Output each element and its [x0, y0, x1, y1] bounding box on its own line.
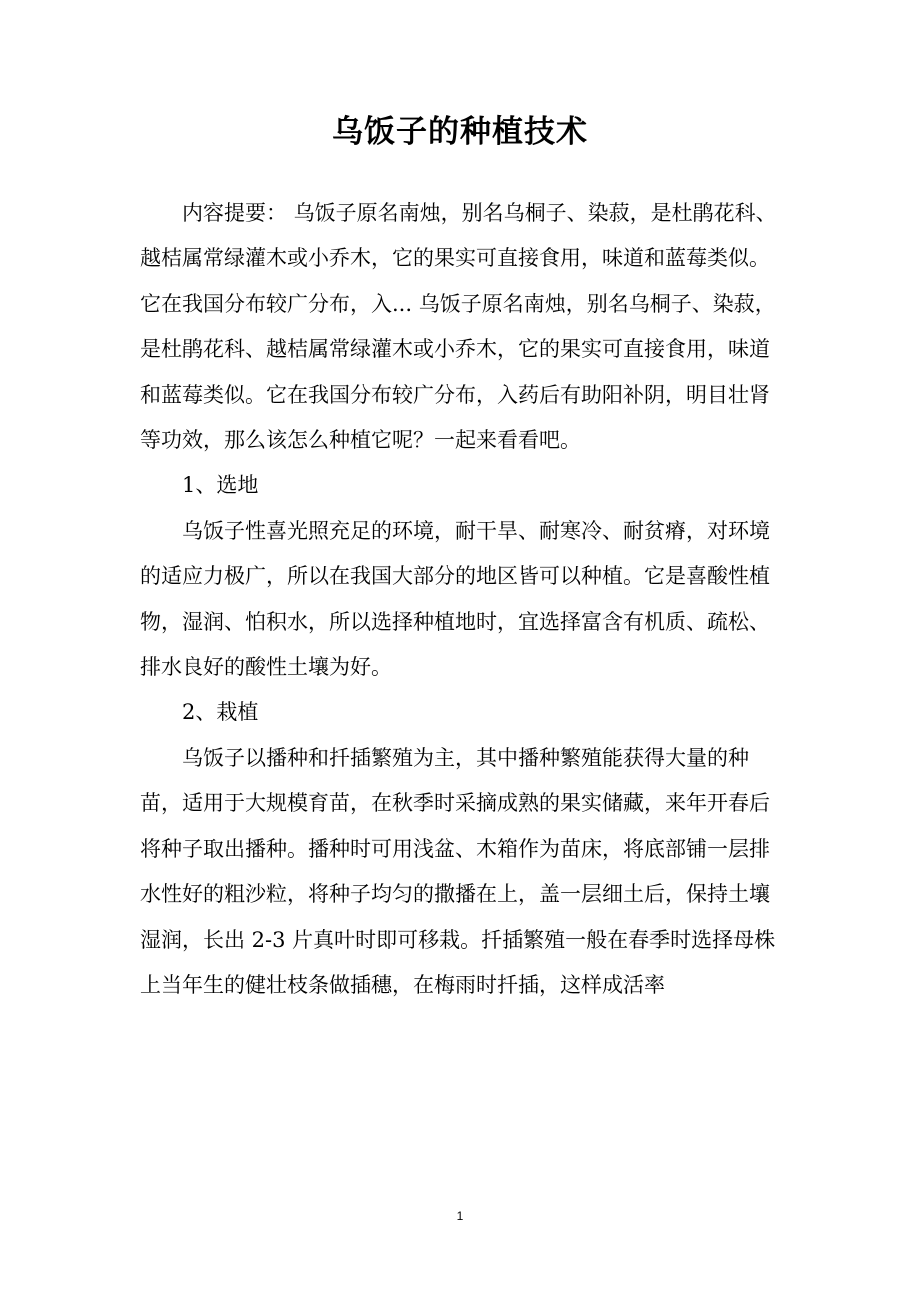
section-heading-site-selection: 1、选地 — [182, 473, 259, 498]
paragraph-site-selection: 乌饭子性喜光照充足的环境，耐干旱、耐寒冷、耐贫瘠，对环境的适应力极广，所以在我国大部分的地区皆可以种植。它是喜酸性植物，湿润、怕积水，所以选择种植地时，宜选择富含有机质、疏松、排水良好的酸性土壤为好。 — [140, 518, 770, 680]
paragraph-intro: 内容提要： 乌饭子原名南烛，别名乌桐子、染菽，是杜鹃花科、越桔属常绿灌木或小乔木，它的果实可直接食用，味道和蓝莓类似。它在我国分布较广分布，入... 乌饭子原名南烛，别名乌桐子、染菽，是杜鹃花科、越桔属常绿灌木或小乔木，它的果实可直接食用，味道和蓝莓类似。它在我国分布较广分布，入药后有助阳补阴，明目壮肾等功效，那么该怎么种植它呢？一起来看看吧。 — [140, 201, 777, 453]
document-body — [140, 191, 790, 1008]
page-number: 1 — [456, 1209, 464, 1223]
paragraph-planting: 乌饭子以播种和扦插繁殖为主，其中播种繁殖能获得大量的种苗，适用于大规模育苗，在秋季时采摘成熟的果实储藏，来年开春后将种子取出播种。播种时可用浅盆、木箱作为苗床，将底部铺一层排水性好的粗沙粒，将种子均匀的撒播在上，盖一层细土后，保持土壤湿润，长出 2-3 片真叶时即可移栽。扦插繁殖一般在春季时选择母株上当年生的健壮枝条做插穗，在梅雨时扦插，这样成活率 — [140, 745, 776, 997]
section-heading-planting: 2、栽植 — [182, 700, 259, 725]
document-title: 乌饭子的种植技术 — [332, 114, 588, 150]
